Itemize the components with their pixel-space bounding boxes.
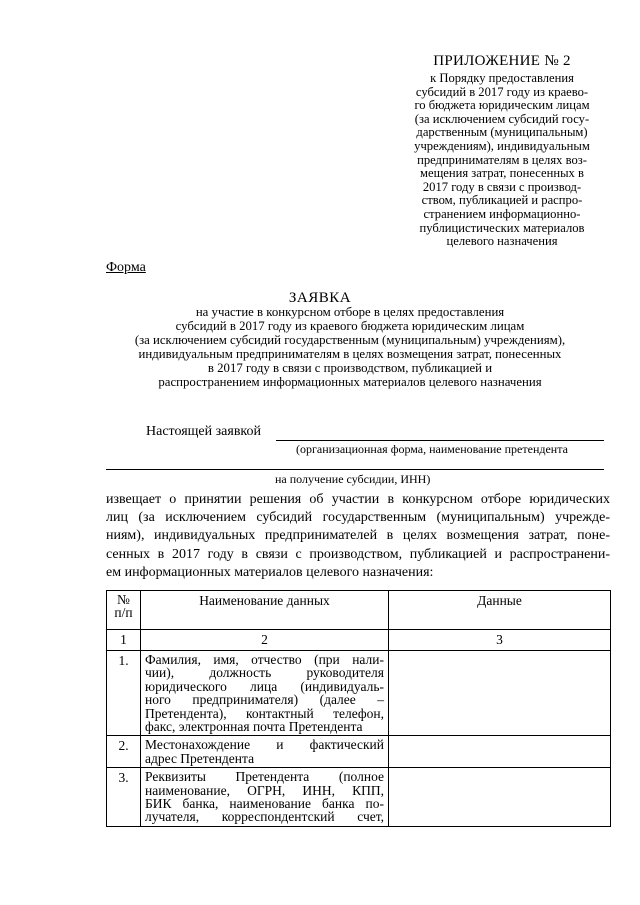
row-description [141, 651, 389, 736]
applicant-name-line[interactable] [276, 440, 604, 441]
row-number: 3. [107, 768, 141, 827]
body-line: ем информационных материалов целевого назначения: [106, 564, 434, 580]
description-line: наименование, ОГРН, ИНН, КПП, [145, 782, 384, 798]
body-line: извещает о принятии решения об участии в конкурсном отборе юридических [106, 492, 610, 507]
description-line: чии), должность руководителя [145, 665, 384, 681]
description-line: ного предпринимателя) (далее – [145, 692, 384, 708]
table-row [107, 651, 611, 736]
subtitle-line: индивидуальным предпринимателям в целях возмещения затрат, понесенных [138, 347, 562, 361]
appendix-line: публицистических материалов [419, 220, 585, 235]
column-number: 3 [389, 630, 611, 651]
subtitle-line: в 2017 году в связи с производством, публикацией и [207, 361, 493, 375]
appendix-line: к Порядку предоставления [430, 71, 574, 85]
body-line: лиц (за исключением субсидий государственным (муниципальным) учрежде- [106, 510, 610, 526]
header-number: № п/п [107, 591, 141, 630]
description-line: факс, электронная почта Претендента [145, 719, 363, 735]
column-number: 1 [107, 630, 141, 651]
applicant-caption-2: на получение субсидии, ИНН) [275, 472, 431, 486]
row-number: 2. [107, 736, 141, 768]
row-value-cell[interactable] [389, 651, 611, 736]
appendix-line: (за исключением субсидий госу- [414, 111, 590, 126]
subtitle-line: субсидий в 2017 году из краевого бюджета юридическим лицам [175, 319, 525, 333]
appendix-line: 2017 году в связи с производ- [422, 179, 582, 194]
appendix-line: целевого назначения [446, 234, 558, 249]
description-line: Реквизиты Претендента (полное [145, 769, 384, 785]
description-line: адрес Претендента [145, 750, 255, 766]
subtitle-line: на участие в конкурсном отборе в целях предоставления [195, 305, 505, 319]
row-number: 1. [107, 651, 141, 736]
table-row [107, 768, 611, 827]
applicant-caption-1: (организационная форма, наименование претендента [296, 442, 568, 456]
appendix-line: субсидий в 2017 году из краево- [415, 84, 589, 99]
data-table [106, 590, 611, 827]
subtitle-line: (за исключением субсидий государственным (муниципальным) учреждениям), [134, 333, 566, 347]
row-value-cell[interactable] [389, 736, 611, 768]
table-row [107, 736, 611, 768]
document-title: ЗАЯВКА [288, 290, 352, 306]
row-description [141, 768, 389, 827]
body-line: сенных в 2017 году в связи с производством, публикацией и распространени- [106, 546, 610, 562]
column-number-row [107, 630, 611, 651]
appendix-line: го бюджета юридическим лицам [414, 98, 590, 113]
body-paragraph [106, 491, 610, 582]
intro-text: Настоящей заявкой [146, 424, 262, 439]
appendix-line: мещения затрат, понесенных в [420, 166, 584, 181]
appendix-line: учреждениям), индивидуальным [414, 138, 590, 153]
appendix-line: дарственным (муниципальным) [416, 125, 588, 140]
description-line: Местонахождение и фактический [145, 737, 384, 753]
description-line: юридического лица (индивидуаль- [145, 678, 384, 694]
form-label: Форма [106, 260, 146, 275]
header-value: Данные [389, 591, 611, 630]
appendix-line: предпринимателям в целях воз- [417, 152, 587, 167]
appendix-block [392, 52, 612, 249]
applicant-inn-line[interactable] [106, 469, 604, 470]
description-line: БИК банка, наименование банка по- [145, 796, 384, 812]
document-subtitle [100, 305, 600, 389]
subtitle-line: распространением информационных материалов целевого назначения [158, 375, 542, 389]
row-value-cell[interactable] [389, 768, 611, 827]
table-header-row [107, 591, 611, 630]
appendix-line: ством, публикацией и распро- [421, 193, 583, 208]
body-line: ниям), индивидуальных предпринимателей в целях возмещения затрат, поне- [106, 528, 610, 544]
appendix-title: ПРИЛОЖЕНИЕ № 2 [433, 53, 571, 69]
appendix-line: странением информационно- [423, 206, 581, 221]
column-number: 2 [141, 630, 389, 651]
row-description [141, 736, 389, 768]
description-line: Претендента), контактный телефон, [145, 705, 384, 721]
description-line: Фамилия, имя, отчество (при нали- [145, 652, 384, 667]
header-name: Наименование данных [141, 591, 389, 630]
description-line: лучателя, корреспондентский счет, [145, 809, 384, 825]
